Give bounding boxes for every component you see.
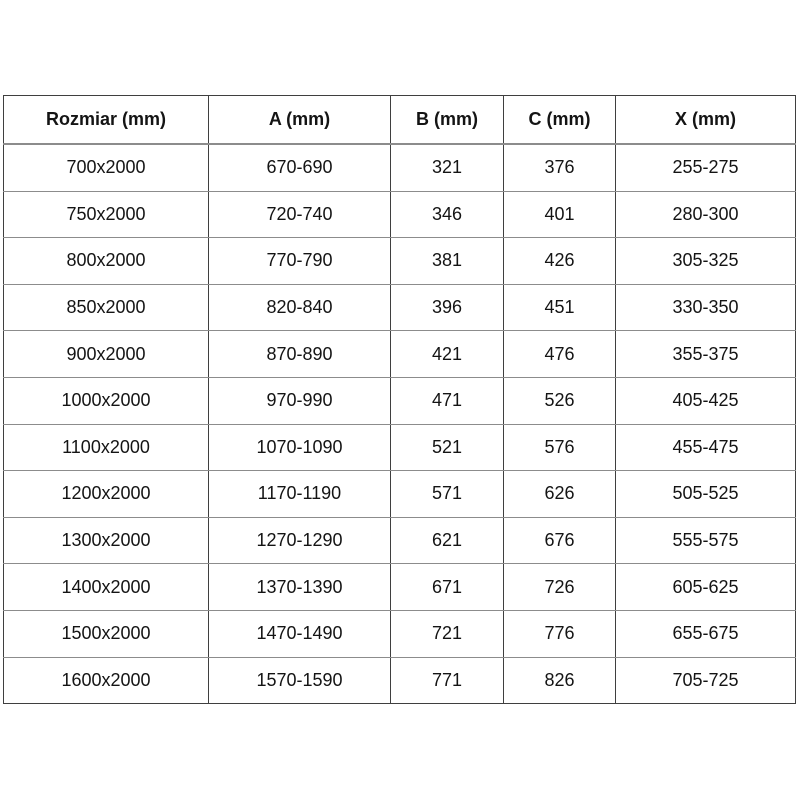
table-cell: 1370-1390 [209, 564, 391, 611]
table-row [4, 144, 796, 191]
table-cell: 826 [504, 657, 616, 704]
column-header-a: A (mm) [209, 96, 391, 145]
table-cell: 1100x2000 [4, 424, 209, 471]
table-row [4, 191, 796, 238]
table-cell: 1600x2000 [4, 657, 209, 704]
table-cell: 721 [391, 610, 504, 657]
column-header-c: C (mm) [504, 96, 616, 145]
table-cell: 555-575 [616, 517, 796, 564]
table-row [4, 657, 796, 704]
table-cell: 1070-1090 [209, 424, 391, 471]
table-row [4, 517, 796, 564]
table-cell: 571 [391, 471, 504, 518]
table-cell: 970-990 [209, 377, 391, 424]
table-cell: 346 [391, 191, 504, 238]
table-cell: 770-790 [209, 238, 391, 285]
table-cell: 1500x2000 [4, 610, 209, 657]
table-cell: 726 [504, 564, 616, 611]
table-cell: 1570-1590 [209, 657, 391, 704]
table-cell: 405-425 [616, 377, 796, 424]
table-cell: 655-675 [616, 610, 796, 657]
table-cell: 1000x2000 [4, 377, 209, 424]
table-row [4, 610, 796, 657]
table-cell: 1200x2000 [4, 471, 209, 518]
column-header-rozmiar: Rozmiar (mm) [4, 96, 209, 145]
table-row [4, 238, 796, 285]
table-header [4, 96, 796, 145]
table-cell: 870-890 [209, 331, 391, 378]
table-row [4, 284, 796, 331]
table-cell: 576 [504, 424, 616, 471]
table-cell: 1400x2000 [4, 564, 209, 611]
table-cell: 355-375 [616, 331, 796, 378]
table-cell: 505-525 [616, 471, 796, 518]
table-cell: 850x2000 [4, 284, 209, 331]
table-cell: 330-350 [616, 284, 796, 331]
table-cell: 671 [391, 564, 504, 611]
table-cell: 396 [391, 284, 504, 331]
table-cell: 750x2000 [4, 191, 209, 238]
table-cell: 705-725 [616, 657, 796, 704]
table-cell: 280-300 [616, 191, 796, 238]
table-row [4, 471, 796, 518]
table-cell: 771 [391, 657, 504, 704]
table-cell: 776 [504, 610, 616, 657]
header-row [4, 96, 796, 145]
table-row [4, 424, 796, 471]
table-cell: 1300x2000 [4, 517, 209, 564]
table-row [4, 377, 796, 424]
column-header-x: X (mm) [616, 96, 796, 145]
table-cell: 426 [504, 238, 616, 285]
table-cell: 401 [504, 191, 616, 238]
table-cell: 1470-1490 [209, 610, 391, 657]
table-cell: 621 [391, 517, 504, 564]
table-cell: 676 [504, 517, 616, 564]
table-body [4, 144, 796, 704]
table-cell: 670-690 [209, 144, 391, 191]
table-cell: 255-275 [616, 144, 796, 191]
table-cell: 376 [504, 144, 616, 191]
table-cell: 605-625 [616, 564, 796, 611]
table-cell: 381 [391, 238, 504, 285]
table-cell: 1170-1190 [209, 471, 391, 518]
table-row [4, 331, 796, 378]
table-cell: 800x2000 [4, 238, 209, 285]
table-cell: 720-740 [209, 191, 391, 238]
table-cell: 1270-1290 [209, 517, 391, 564]
table-cell: 421 [391, 331, 504, 378]
table-cell: 476 [504, 331, 616, 378]
table-cell: 521 [391, 424, 504, 471]
table-cell: 626 [504, 471, 616, 518]
table-cell: 471 [391, 377, 504, 424]
table-cell: 451 [504, 284, 616, 331]
table-cell: 820-840 [209, 284, 391, 331]
table-cell: 900x2000 [4, 331, 209, 378]
table-cell: 700x2000 [4, 144, 209, 191]
table-cell: 305-325 [616, 238, 796, 285]
column-header-b: B (mm) [391, 96, 504, 145]
dimensions-table [3, 95, 796, 704]
table-cell: 455-475 [616, 424, 796, 471]
table-cell: 526 [504, 377, 616, 424]
table-cell: 321 [391, 144, 504, 191]
table-row [4, 564, 796, 611]
